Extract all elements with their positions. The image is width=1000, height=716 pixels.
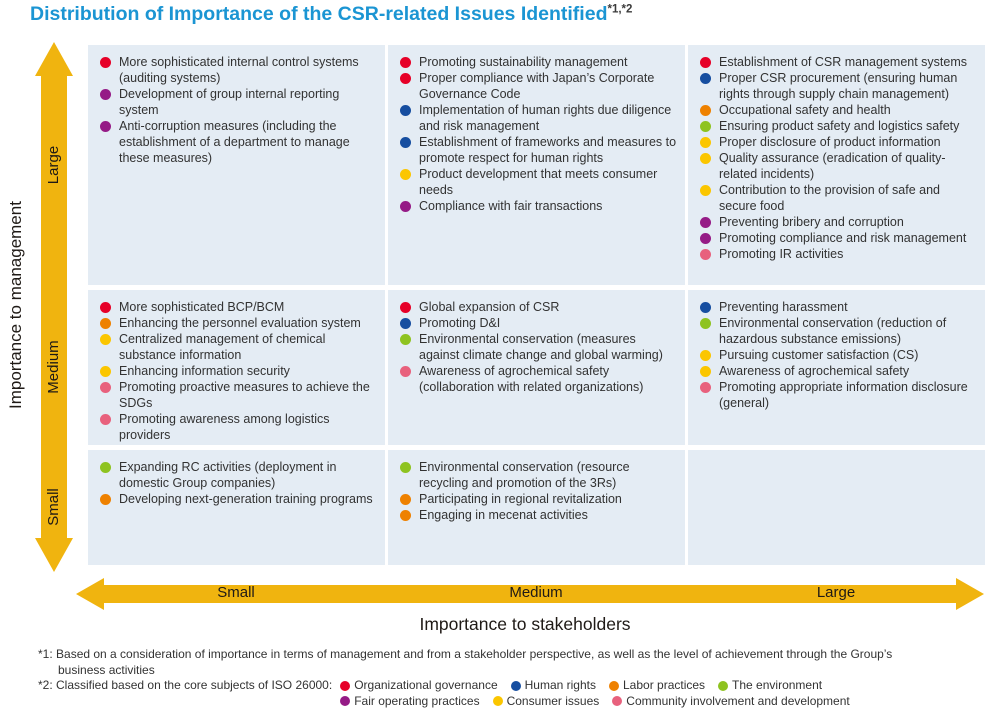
cell-large-small: [88, 45, 385, 285]
community-involvement-dot: [100, 382, 111, 393]
issue-text: Pursuing customer satisfaction (CS): [719, 348, 919, 362]
the-environment-dot: [700, 318, 711, 329]
legend-item: [493, 694, 600, 710]
legend-item: [340, 678, 497, 694]
issue-text: Promoting compliance and risk management: [719, 231, 967, 245]
issue-text: Enhancing the personnel evaluation system: [119, 316, 361, 330]
issue-text: Engaging in mecenat activities: [419, 508, 588, 522]
title-footnote-marker: *1,*2: [607, 3, 633, 16]
issue-item: [700, 315, 979, 347]
issue-text: Compliance with fair transactions: [419, 199, 603, 213]
issue-item: [700, 363, 979, 379]
consumer-issues-dot: [400, 169, 411, 180]
legend-label: Consumer issues: [506, 693, 600, 708]
issue-text: Awareness of agrochemical safety: [719, 364, 910, 378]
issue-text: Global expansion of CSR: [419, 300, 560, 314]
x-axis-title: Importance to stakeholders: [419, 614, 631, 634]
cell-large-large: [688, 45, 985, 285]
issue-text: Enhancing information security: [119, 364, 290, 378]
community-involvement-dot: [700, 382, 711, 393]
issue-text: Ensuring product safety and logistics safety: [719, 119, 960, 133]
issue-item: [700, 70, 979, 102]
x-tick-large: Large: [816, 584, 856, 601]
cell-small-small: [88, 450, 385, 565]
organizational-governance-dot: [400, 302, 411, 313]
page-title-text: Distribution of Importance of the CSR-related Issues Identified: [30, 3, 608, 25]
legend-label: Labor practices: [623, 678, 706, 692]
footnote-2: [38, 678, 850, 709]
the-environment-dot: [400, 462, 411, 473]
issue-text: Development of group internal reporting system: [119, 87, 340, 117]
issue-text: More sophisticated BCP/BCM: [119, 300, 285, 314]
legend-label: The environment: [732, 678, 823, 692]
fair-operating-practices-dot: [100, 121, 111, 132]
fair-operating-practices-legend-dot: [340, 696, 350, 706]
human-rights-legend-dot: [511, 681, 521, 691]
consumer-issues-legend-dot: [493, 696, 503, 706]
issue-item: [400, 363, 679, 395]
legend-label: Organizational governance: [354, 678, 498, 692]
issue-text: Participating in regional revitalization: [419, 492, 622, 506]
issue-text: Developing next-generation training programs: [119, 492, 373, 506]
issue-text: More sophisticated internal control systems (auditing systems): [119, 55, 359, 85]
human-rights-dot: [700, 302, 711, 313]
y-axis-title: Importance to management: [6, 201, 25, 409]
the-environment-dot: [700, 121, 711, 132]
organizational-governance-dot: [400, 57, 411, 68]
issue-item: [100, 315, 379, 331]
issue-item: [700, 102, 979, 118]
consumer-issues-dot: [700, 153, 711, 164]
issue-item: [400, 315, 679, 331]
issue-item: [400, 102, 679, 134]
issue-item: [400, 166, 679, 198]
issue-item: [100, 379, 379, 411]
issue-item: [700, 182, 979, 214]
consumer-issues-dot: [700, 350, 711, 361]
x-tick-small: Small: [217, 584, 255, 601]
issue-item: [700, 150, 979, 182]
issue-text: Promoting proactive measures to achieve the SDGs: [119, 380, 370, 410]
issue-text: Promoting appropriate information disclosure (general): [719, 380, 968, 410]
issue-item: [400, 198, 679, 214]
organizational-governance-dot: [700, 57, 711, 68]
issue-item: [400, 134, 679, 166]
issue-item: [400, 70, 679, 102]
organizational-governance-dot: [100, 302, 111, 313]
issue-item: [400, 459, 679, 491]
human-rights-dot: [400, 105, 411, 116]
issue-text: Environmental conservation (reduction of hazardous substance emissions): [719, 316, 947, 346]
cell-small-large: [688, 450, 985, 565]
fair-operating-practices-dot: [400, 201, 411, 212]
issue-item: [100, 331, 379, 363]
matrix-grid: [88, 45, 985, 565]
issue-text: Quality assurance (eradication of quality-related incidents): [719, 151, 946, 181]
issue-text: Preventing harassment: [719, 300, 848, 314]
issue-text: Proper disclosure of product information: [719, 135, 941, 149]
issue-text: Implementation of human rights due diligence and risk management: [419, 103, 672, 133]
legend-row-2: [340, 694, 850, 710]
organizational-governance-dot: [100, 57, 111, 68]
issue-text: Promoting D&I: [419, 316, 501, 330]
cell-medium-large: [688, 290, 985, 445]
issue-item: [100, 118, 379, 166]
footnote-1: [38, 647, 990, 678]
footnote-1-line1: *1: Based on a consideration of importance in terms of management and from a stakeholder perspective, as well as the level of achievement through the Group’s: [38, 647, 893, 661]
issue-item: [400, 299, 679, 315]
x-tick-medium: Medium: [509, 584, 563, 601]
consumer-issues-dot: [700, 137, 711, 148]
issue-item: [100, 54, 379, 86]
issue-text: Proper compliance with Japan’s Corporate Governance Code: [419, 71, 655, 101]
issue-item: [100, 299, 379, 315]
issue-text: Anti-corruption measures (including the establishment of a department to manage these measures): [119, 119, 350, 165]
labor-practices-dot: [100, 318, 111, 329]
issue-item: [700, 134, 979, 150]
footnote-2-prefix: *2: Classified based on the core subjects of ISO 26000:: [38, 678, 333, 692]
community-involvement-legend-dot: [612, 696, 622, 706]
community-involvement-dot: [100, 414, 111, 425]
y-tick-large: Large: [45, 145, 62, 185]
issue-item: [700, 299, 979, 315]
legend-item: [718, 678, 822, 694]
y-tick-small: Small: [45, 488, 62, 526]
issue-text: Environmental conservation (resource recycling and promotion of the 3Rs): [419, 460, 630, 490]
legend-item: [609, 678, 705, 694]
issue-item: [100, 459, 379, 491]
organizational-governance-dot: [400, 73, 411, 84]
issue-text: Promoting awareness among logistics providers: [119, 412, 330, 442]
issue-text: Preventing bribery and corruption: [719, 215, 904, 229]
issue-item: [100, 411, 379, 443]
the-environment-dot: [400, 334, 411, 345]
issue-item: [100, 491, 379, 507]
human-rights-dot: [400, 137, 411, 148]
human-rights-dot: [700, 73, 711, 84]
issue-item: [700, 118, 979, 134]
labor-practices-dot: [400, 494, 411, 505]
issue-item: [400, 491, 679, 507]
y-tick-medium: Medium: [45, 340, 62, 394]
issue-item: [700, 379, 979, 411]
issue-item: [700, 214, 979, 230]
the-environment-dot: [100, 462, 111, 473]
consumer-issues-dot: [700, 366, 711, 377]
cell-large-medium: [388, 45, 685, 285]
the-environment-legend-dot: [718, 681, 728, 691]
issue-text: Promoting IR activities: [719, 247, 844, 261]
issue-text: Environmental conservation (measures against climate change and global warming): [419, 332, 663, 362]
issue-item: [700, 246, 979, 262]
cell-medium-small: [88, 290, 385, 445]
issue-text: Expanding RC activities (deployment in domestic Group companies): [119, 460, 337, 490]
issue-item: [700, 347, 979, 363]
legend-row-1: [340, 678, 850, 694]
legend-item: [340, 694, 479, 710]
labor-practices-legend-dot: [609, 681, 619, 691]
issue-item: [700, 54, 979, 70]
issue-text: Establishment of frameworks and measures to promote respect for human rights: [419, 135, 677, 165]
issue-item: [100, 363, 379, 379]
issue-text: Proper CSR procurement (ensuring human rights through supply chain management): [719, 71, 958, 101]
legend-item: [511, 678, 596, 694]
labor-practices-dot: [700, 105, 711, 116]
issue-text: Product development that meets consumer needs: [419, 167, 658, 197]
issue-item: [400, 507, 679, 523]
legend-item: [612, 694, 849, 710]
consumer-issues-dot: [100, 334, 111, 345]
community-involvement-dot: [400, 366, 411, 377]
fair-operating-practices-dot: [700, 217, 711, 228]
organizational-governance-legend-dot: [340, 681, 350, 691]
fair-operating-practices-dot: [700, 233, 711, 244]
issue-item: [700, 230, 979, 246]
issue-text: Awareness of agrochemical safety (collaboration with related organizations): [419, 364, 644, 394]
legend-label: Community involvement and development: [626, 693, 850, 708]
fair-operating-practices-dot: [100, 89, 111, 100]
issue-text: Contribution to the provision of safe and secure food: [719, 183, 940, 213]
issue-item: [400, 331, 679, 363]
issue-text: Establishment of CSR management systems: [719, 55, 968, 69]
issue-text: Centralized management of chemical substance information: [119, 332, 326, 362]
legend-label: Fair operating practices: [354, 693, 480, 708]
labor-practices-dot: [100, 494, 111, 505]
consumer-issues-dot: [700, 185, 711, 196]
human-rights-dot: [400, 318, 411, 329]
issue-item: [400, 54, 679, 70]
page-title: [30, 3, 632, 26]
consumer-issues-dot: [100, 366, 111, 377]
cell-small-medium: [388, 450, 685, 565]
footnote-1-line2: business activities: [58, 662, 155, 677]
cell-medium-medium: [388, 290, 685, 445]
community-involvement-dot: [700, 249, 711, 260]
issue-item: [100, 86, 379, 118]
labor-practices-dot: [400, 510, 411, 521]
issue-text: Occupational safety and health: [719, 103, 891, 117]
issue-text: Promoting sustainability management: [419, 55, 628, 69]
legend-label: Human rights: [524, 678, 596, 692]
